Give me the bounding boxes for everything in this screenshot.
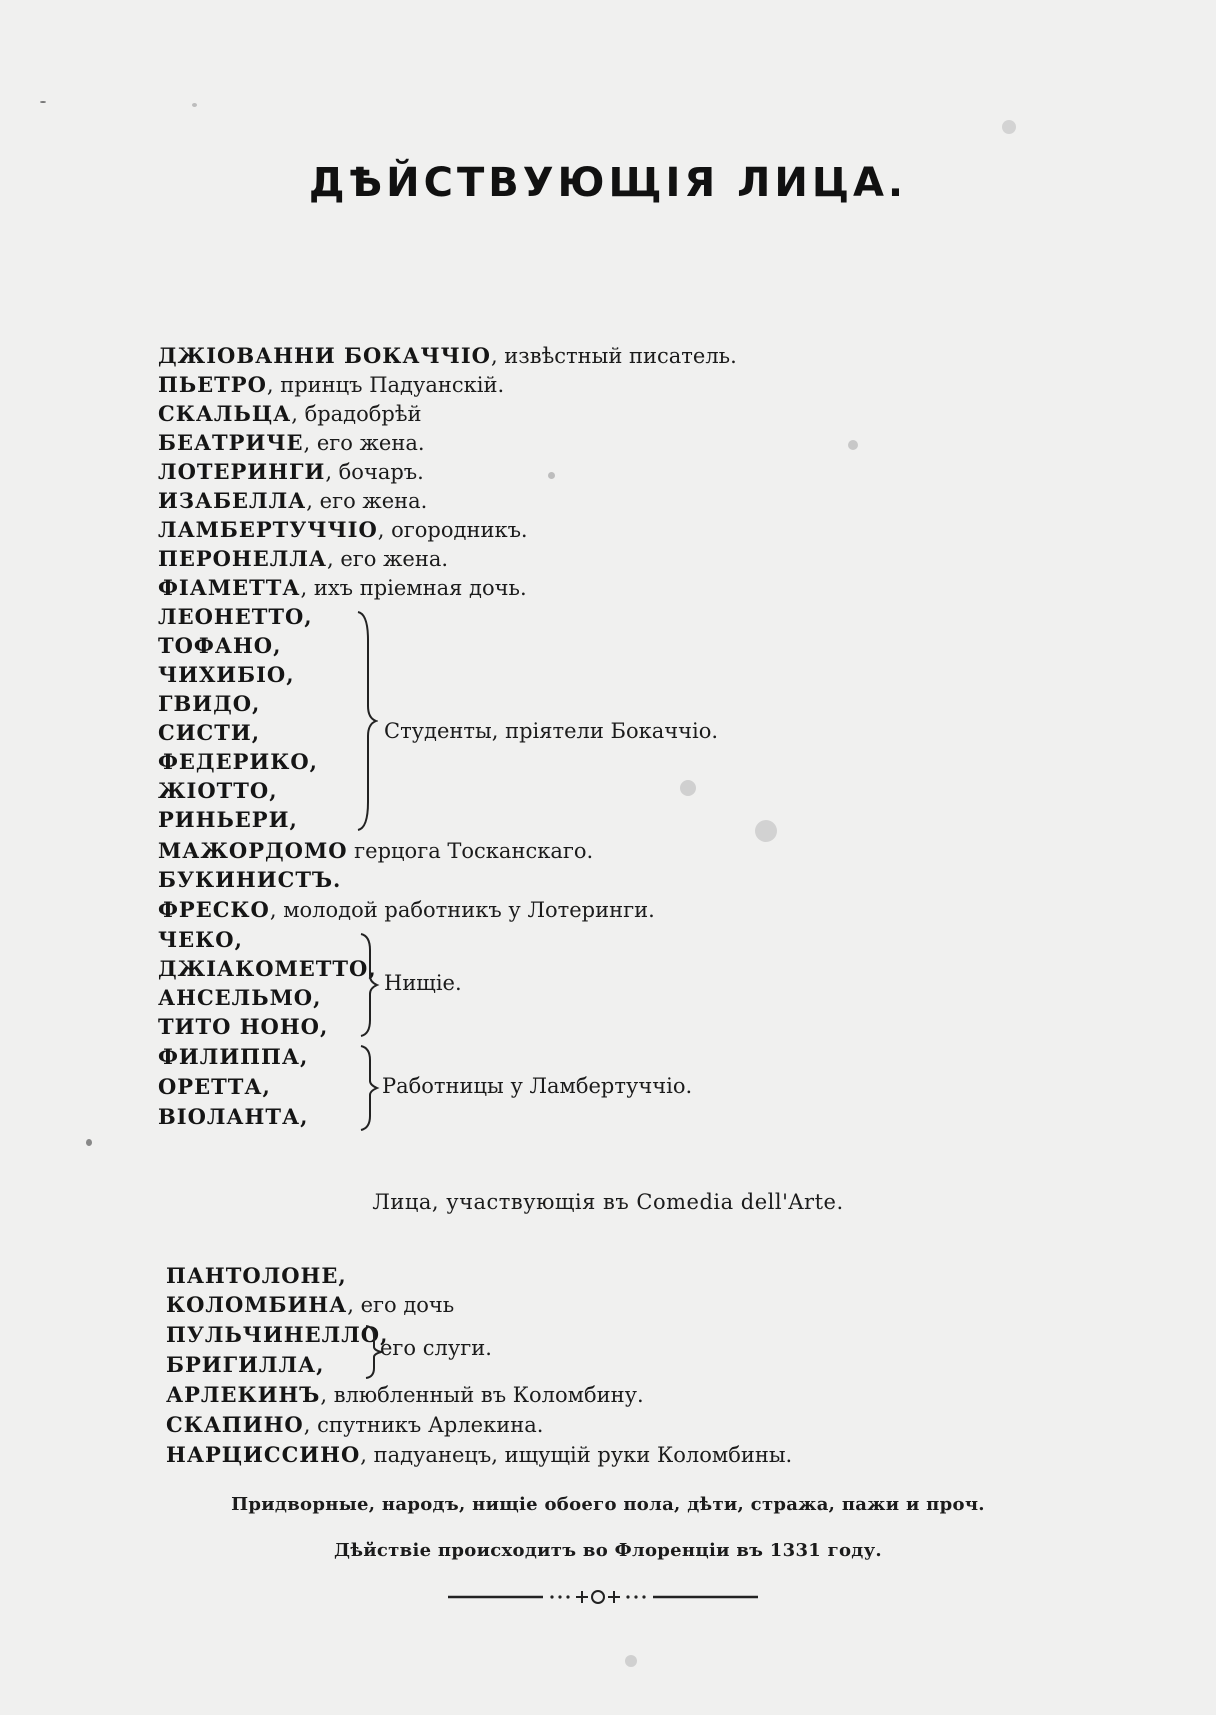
- students-label: Студенты, пріятели Бокаччіо.: [384, 719, 719, 743]
- character-desc: , его жена.: [327, 547, 449, 571]
- student-name: СИСТИ,: [158, 720, 261, 745]
- character-line: [158, 837, 593, 865]
- character-line: [158, 400, 422, 428]
- character-desc: , брадобрѣй: [291, 402, 422, 426]
- character-desc: , падуанецъ, ищущій руки Коломбины.: [360, 1443, 793, 1467]
- comedia-heading: Лица, участвующія въ Comedia dell'Arte.: [372, 1190, 844, 1214]
- character-line: [158, 516, 528, 544]
- student-name: ГВИДО,: [158, 691, 261, 716]
- student-name: ФЕДЕРИКО,: [158, 749, 318, 774]
- students-brace: [352, 610, 378, 832]
- student-name: ЖІОТТО,: [158, 778, 278, 803]
- servant-name: ПУЛЬЧИНЕЛЛО,: [166, 1322, 389, 1347]
- character-desc: , влюбленный въ Коломбину.: [320, 1383, 644, 1407]
- character-desc: , бочаръ.: [325, 460, 424, 484]
- character-name: МАЖОРДОМО: [158, 838, 348, 863]
- character-name: БУКИНИСТЪ.: [158, 867, 342, 892]
- paper-speck: [1002, 120, 1016, 134]
- student-name: ЛЕОНЕТТО,: [158, 604, 313, 629]
- student-name: РИНЬЕРИ,: [158, 807, 298, 832]
- comedia-character-line: [166, 1411, 543, 1439]
- character-name: ЛАМБЕРТУЧЧІО: [158, 517, 378, 542]
- character-desc: , его дочь: [347, 1293, 455, 1317]
- character-line: [158, 896, 655, 924]
- character-line: [158, 866, 341, 894]
- worker-name: ОРЕТТА,: [158, 1074, 271, 1099]
- character-desc: , его жена.: [303, 431, 425, 455]
- worker-name: ФИЛИППА,: [158, 1044, 309, 1069]
- character-desc: , огородникъ.: [377, 518, 528, 542]
- character-line: [158, 545, 448, 573]
- character-name: ПЬЕТРО: [158, 372, 267, 397]
- paper-speck: [192, 103, 197, 107]
- character-name: ФРЕСКО: [158, 897, 270, 922]
- character-name: НАРЦИССИНО: [166, 1442, 361, 1467]
- page-title: ДѢЙСТВУЮЩІЯ ЛИЦА.: [308, 160, 908, 206]
- character-name: АРЛЕКИНЪ: [166, 1382, 321, 1407]
- paper-speck: [848, 440, 858, 450]
- character-line: [158, 429, 425, 457]
- character-name: ДЖІОВАННИ БОКАЧЧІО: [158, 343, 491, 368]
- comedia-character-line: [166, 1291, 454, 1319]
- paper-speck: [625, 1655, 637, 1667]
- beggar-name: ЧЕКО,: [158, 927, 243, 952]
- setting-note: Дѣйствіе происходитъ во Флоренціи въ 1331 году.: [334, 1540, 882, 1561]
- paper-speck: [680, 780, 696, 796]
- beggar-name: АНСЕЛЬМО,: [158, 985, 322, 1010]
- worker-name: ВІОЛАНТА,: [158, 1104, 309, 1129]
- character-line: [158, 487, 427, 515]
- character-desc: , ихъ пріемная дочь.: [300, 576, 527, 600]
- servants-label: его слуги.: [380, 1336, 492, 1360]
- character-desc: , спутникъ Арлекина.: [303, 1413, 544, 1437]
- comedia-character-line: [166, 1381, 644, 1409]
- beggars-brace: [356, 932, 380, 1038]
- beggars-label: Нищіе.: [384, 971, 462, 995]
- character-desc: , принцъ Падуанскій.: [266, 373, 505, 397]
- beggar-name: ТИТО НОНО,: [158, 1014, 329, 1039]
- character-name: СКАПИНО: [166, 1412, 304, 1437]
- workers-label: Работницы у Ламбертуччіо.: [382, 1074, 693, 1098]
- paper-speck: [40, 101, 46, 103]
- comedia-character-line: [166, 1262, 347, 1290]
- character-name: ПЕРОНЕЛЛА: [158, 546, 328, 571]
- paper-speck: [86, 1139, 92, 1146]
- servant-name: БРИГИЛЛА,: [166, 1352, 325, 1377]
- character-name: БЕАТРИЧЕ: [158, 430, 304, 455]
- student-name: ТОФАНО,: [158, 633, 282, 658]
- ornament-divider: [448, 1585, 758, 1609]
- character-line: [158, 342, 737, 370]
- workers-brace: [356, 1044, 380, 1132]
- character-line: [158, 458, 424, 486]
- student-name: ЧИХИБІО,: [158, 662, 295, 687]
- beggar-name: ДЖІАКОМЕТТО,: [158, 956, 377, 981]
- character-name: ПАНТОЛОНЕ,: [166, 1263, 347, 1288]
- paper-speck: [548, 472, 555, 479]
- character-name: ЛОТЕРИНГИ: [158, 459, 326, 484]
- character-name: ФІАМЕТТА: [158, 575, 301, 600]
- character-desc: , извѣстный писатель.: [490, 344, 737, 368]
- extras-note: Придворные, народъ, нищіе обоего пола, дѣти, стража, пажи и проч.: [231, 1494, 985, 1515]
- paper-speck: [755, 820, 777, 842]
- character-name: ИЗАБЕЛЛА: [158, 488, 307, 513]
- character-desc: , его жена.: [306, 489, 428, 513]
- character-desc: , молодой работникъ у Лотеринги.: [269, 898, 655, 922]
- character-name: КОЛОМБИНА: [166, 1292, 348, 1317]
- comedia-character-line: [166, 1441, 792, 1469]
- character-line: [158, 371, 504, 399]
- character-line: [158, 574, 527, 602]
- character-name: СКАЛЬЦА: [158, 401, 292, 426]
- character-desc: герцога Тосканскаго.: [347, 839, 594, 863]
